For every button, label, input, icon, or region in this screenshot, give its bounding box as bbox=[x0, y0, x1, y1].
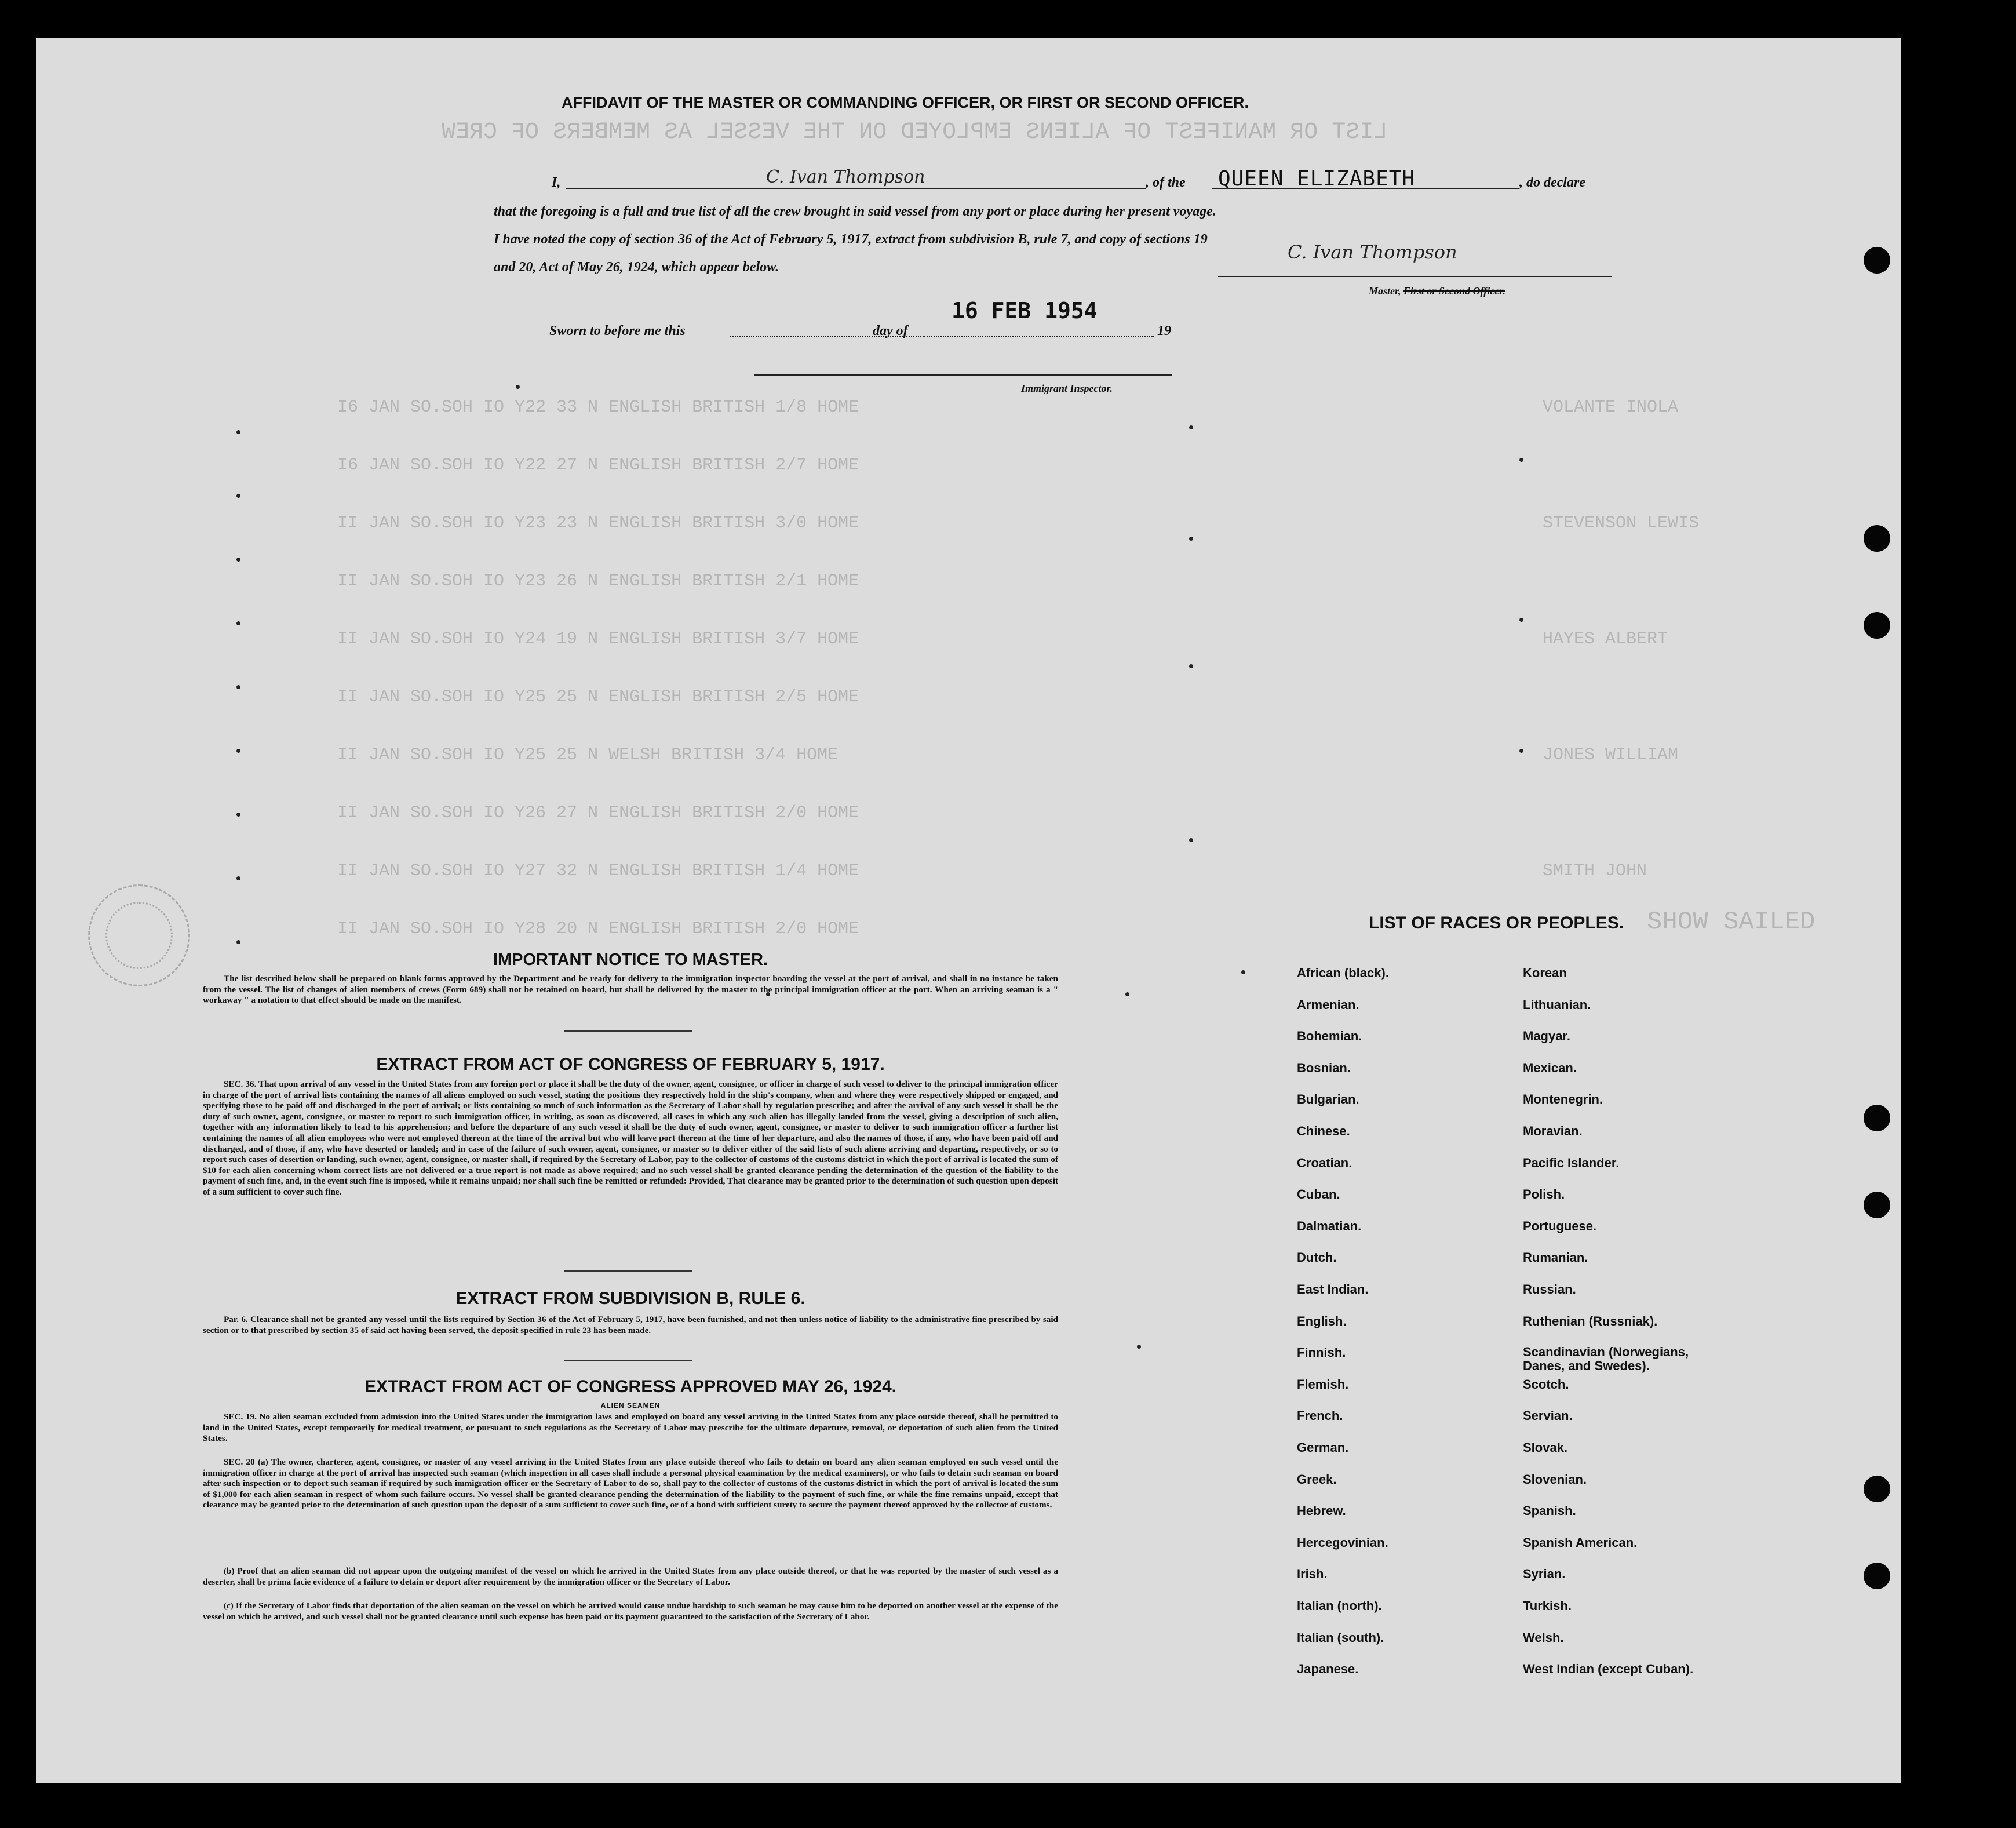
race-item: Rumanian. bbox=[1523, 1250, 1588, 1265]
race-item: Finnish. bbox=[1297, 1345, 1346, 1360]
divider-1 bbox=[564, 1030, 692, 1032]
race-item: English. bbox=[1297, 1313, 1347, 1328]
race-item: Mexican. bbox=[1523, 1060, 1577, 1075]
race-item: Syrian. bbox=[1523, 1567, 1566, 1582]
master-signature: C. Ivan Thompson bbox=[1288, 241, 1457, 263]
of-the-label: , of the bbox=[1146, 175, 1186, 190]
affidavit-i: I, bbox=[552, 175, 561, 190]
race-item: Hercegovinian. bbox=[1297, 1535, 1388, 1550]
date-stamp: 16 FEB 1954 bbox=[952, 298, 1098, 323]
race-item: Armenian. bbox=[1297, 997, 1359, 1012]
race-item: Flemish. bbox=[1297, 1377, 1349, 1392]
race-item: Ruthenian (Russniak). bbox=[1523, 1313, 1658, 1328]
race-item: Chinese. bbox=[1297, 1124, 1350, 1138]
race-item: Irish. bbox=[1297, 1567, 1328, 1582]
extract-1924-title: EXTRACT FROM ACT OF CONGRESS APPROVED MAY 26, 1924. bbox=[364, 1377, 896, 1396]
sworn-month-line bbox=[923, 336, 1154, 337]
race-item: Pacific Islander. bbox=[1523, 1155, 1620, 1170]
race-item: Italian (south). bbox=[1297, 1630, 1384, 1645]
race-item: Italian (north). bbox=[1297, 1598, 1382, 1613]
race-item: East Indian. bbox=[1297, 1282, 1369, 1297]
race-item: Spanish American. bbox=[1523, 1535, 1638, 1550]
affidavit-line-3: I have noted the copy of section 36 of the Act of February 5, 1917, extract from subdivision B, rule 7, and copy of sections 19 bbox=[494, 232, 1208, 247]
master-signature-line bbox=[1218, 276, 1612, 277]
race-item: African (black). bbox=[1297, 966, 1389, 980]
extract-1917-body: SEC. 36. That upon arrival of any vessel in the United States from any foreign port or place it shall be the duty of the owner, agent, consignee, or officer in charge of such vessel to deliver to the principal immigration officer in charge of the port of arrival lists containing the names of all aliens employed on such vessel, stating the positions they respectively hold in the ship's company, when and where they were respectively shipped or engaged, and specifying those to be paid off and discharged in the port of arrival; or lists containing so much of such information as the Secretary of Labor shall by regulation prescribe; and after the arrival of any such vessel it shall be the duty of such owner, agent, consignee, or master to report to such immigration officer, in writing, as soon as discovered, all cases in which any such alien has illegally landed from the vessel, giving a description of such alien, together with any information likely to lead to his apprehension; and before the departure of any such vessel it shall be the duty of such owner, agent, consignee, or master to deliver to such immigration officer a further list containing the names of all alien employees who were not employed thereon at the time of the arrival but who will leave port thereon at the time of her departure, and also the names of those, if any, who have been paid off and discharged, and of those, if any, who have deserted or landed; and in case of the failure of such owner, agent, consignee, or master so to deliver either of the said lists of such aliens arriving and departing, respectively, or so to report such cases of desertion or landing, such owner, agent, consignee, or master shall, if required by the Secretary of Labor, pay to the collector of customs of the customs district in which the port of arrival is located the sum of $10 for each alien concerning whom correct lists are not delivered or a true report is not made as above required; and no such vessel shall be granted clearance pending the determination of the question of the liability to the payment of such fine, and, in the event such fine is imposed, while it remains unpaid; nor shall such fine be remitted or refunded: Provided, That clearance may be granted prior to the determination of such question upon deposit of a sum sufficient to cover such fine. bbox=[203, 1079, 1058, 1197]
struck-officer-label: First or Second Officer. bbox=[1403, 285, 1505, 297]
race-item: Dutch. bbox=[1297, 1250, 1337, 1265]
race-item: Lithuanian. bbox=[1523, 997, 1591, 1012]
inspector-caption: Immigrant Inspector. bbox=[1021, 383, 1113, 394]
year-prefix: 19 bbox=[1157, 323, 1171, 338]
race-item: Slovak. bbox=[1523, 1440, 1568, 1455]
master-label: Master, bbox=[1369, 285, 1401, 297]
alien-seamen-subtitle: ALIEN SEAMEN bbox=[600, 1401, 661, 1410]
race-item: Moravian. bbox=[1523, 1124, 1583, 1138]
race-item: Servian. bbox=[1523, 1408, 1573, 1423]
affidavit-line-4: and 20, Act of May 26, 1924, which appear below. bbox=[494, 260, 779, 275]
race-item: Bulgarian. bbox=[1297, 1092, 1359, 1107]
extract-1924-sec20c: (c) If the Secretary of Labor finds that deportation of the alien seaman on the vessel on which he arrived would cause undue hardship to such seaman he may cause him to be deported on another vessel at the expense of the vessel on which he arrived, and such vessel shall not be granted clearance until such expense has been paid or its payment guaranteed to the satisfaction of the Secretary of Labor. bbox=[203, 1601, 1058, 1622]
race-item: Hebrew. bbox=[1297, 1503, 1346, 1519]
race-item: Russian. bbox=[1523, 1282, 1576, 1297]
race-item: Bosnian. bbox=[1297, 1060, 1351, 1075]
race-item: Magyar. bbox=[1523, 1029, 1570, 1044]
extract-1924-sec20b: (b) Proof that an alien seaman did not appear upon the outgoing manifest of the vessel on which he arrived in the United States from any place outside thereof, or that he was reported by the master of such vessel as a deserter, shall be prima facie evidence of a failure to detain or deport after requirement by the immigration officer or the Secretary of Labor. bbox=[203, 1566, 1058, 1587]
race-item: Polish. bbox=[1523, 1187, 1565, 1202]
races-title: LIST OF RACES OR PEOPLES. bbox=[1369, 913, 1624, 933]
race-item: Montenegrin. bbox=[1523, 1092, 1603, 1107]
master-caption bbox=[1369, 285, 1505, 297]
affidavit-title: AFFIDAVIT OF THE MASTER OR COMMANDING OFFICER, OR FIRST OR SECOND OFFICER. bbox=[562, 94, 1249, 111]
document-sheet: LIST OR MANIFEST OF ALIENS EMPLOYED ON THE VESSEL AS MEMBERS OF CREW I6 JAN SO.SOH IO Y22 33 N ENGLISH BRITISH 1/8 HOME I6 JAN SO.SOH IO Y22 27 N ENGLISH BRITISH 2/7 HOME II JAN SO.SOH IO Y23 23 N ENGLISH BRITISH 3/0 HOME II JAN SO.SOH IO Y23 26 N ENGLISH BRITISH 2/1 HOME II JAN SO.SOH IO Y24 19 N ENGLISH BRITISH 3/7 HOME II JAN SO.SOH IO Y25 25 N ENGLISH BRITISH 2/5 HOME II JAN SO.SOH IO Y25 25 N WELSH BRITISH 3/4 HOME II JAN SO.SOH IO Y26 27 N ENGLISH BRITISH 2/0 HOME II JAN SO.SOH IO Y27 32 N ENGLISH BRITISH 1/4 HOME II JAN SO.SOH IO Y28 20 N ENGLISH BRITISH 2/0 HOME VOLANTE INOLA STEVENSON LEWIS HAYES ALBERT JONES WILLIAM SMITH JOHN SHOW SAILED AFFIDAVIT OF THE MASTER OR COMMANDING OFFICER, OR FIRST OR SECOND OFFICER. I, C. Ivan Thompson , of the QUEEN ELIZABETH , do declare that the foregoing is a full and true list of all the crew brought in said vessel from any port or place during her present voyage. I have noted the copy of section 36 of the Act of February 5, 1917, extract from subdivision B, rule 7, and copy of sections 19 and 20, Act of May 26, 1924, which appear below. C. Ivan Thompson Master, First or Second Officer. Sworn to before me this day of 16 FEB 1954 19 Immigrant Inspector. IMPORTANT NOTICE TO MASTER. The list described below shall be prepared on blank forms approved by the Department and be ready for delivery to the immigration inspector boarding the vessel at the port of arrival, and shall in no instance be taken from the vessel. The list of changes of alien members of crews (Form 689) shall not be retained on board, but shall be delivered by the master to the principal immigration officer at the port. When an arriving seaman is a " workaway " a notation to that effect should be made on the manifest. EXTRACT FROM ACT OF CONGRESS OF FEBRUARY 5, 1917. SEC. 36. That upon arrival of any vessel in the United States from any foreign port or place it shall be the duty of the owner, agent, consignee, or officer in charge of such vessel to deliver to the principal immigration officer in charge of the port of arrival lists containing the names of all aliens employed on such vessel, stating the positions they respectively hold in the ship's company, when and where they were respectively shipped or engaged, and specifying those to be paid off and discharged in the port of arrival; or lists containing so much of such information as the Secretary of Labor shall by regulation prescribe; and after the arrival of any such vessel it shall be the duty of such owner, agent, consignee, or master to report to such immigration officer, in writing, as soon as discovered, all cases in which any such alien has illegally landed from the vessel, giving a description of such alien, together with any information likely to lead to his apprehension; and before the departure of any such vessel it shall be the duty of such owner, agent, consignee, or master to deliver to such immigration officer a further list containing the names of all alien employees who were not employed thereon at the time of the arrival but who will leave port thereon at the time of her departure, and also the names of those, if any, who have been paid off and discharged, and of those, if any, who have deserted or landed; and in case of the failure of such owner, agent, consignee, or master so to deliver either of the said lists of such aliens arriving and departing, respectively, or so to report such cases of desertion or landing, such owner, agent, consignee, or master shall, if required by the Secretary of Labor, pay to the collector of customs of the customs district in which the port of arrival is located the sum of $10 for each alien concerning whom correct lists are not delivered or a true report is not made as above required; and no such vessel shall be granted clearance pending the determination of the question of the liability to the payment of such fine, and, in the event such fine is imposed, while it remains unpaid; nor shall such fine be remitted or refunded: Provided, That clearance may be granted prior to the determination of such question upon deposit of a sum sufficient to cover such fine. EXTRACT FROM SUBDIVISION B, RULE 6. Par. 6. Clearance shall not be granted any vessel until the lists required by Section 36 of the Act of February 5, 1917, have been furnished, and not then unless notice of liability to the administrative fine prescribed by said section or to that prescribed by section 35 of said act having been served, the deposit specified in rule 23 has been made. EXTRACT FROM ACT OF CONGRESS APPROVED MAY 26, 1924. ALIEN SEAMEN SEC. 19. No alien seaman excluded from admission into the United States under the immigration laws and employed on board any vessel arriving in the United States from any place outside thereof, shall be permitted to land in the United States, except temporarily for medical treatment, or pursuant to such regulations as the Secretary of Labor may prescribe for the ultimate departure, removal, or deportation of such alien from the United States. SEC. 20 (a) The owner, charterer, agent, consignee, or master of any vessel arriving in the United States from any place outside thereof who fails to detain on board any alien seaman employed on such vessel until the immigration officer in charge at the port of arrival has inspected such seaman (which inspection in all cases shall include a personal physical examination by the medical examiners), or who fails to detain such seaman on board after such inspection or to deport such seaman if required by such immigration officer or the Secretary of Labor to do so, shall pay to the collector of customs of the customs district in which the port of arrival is located the sum of $1,000 for each alien seaman in respect of whom such failure occurs. No vessel shall be granted clearance pending the determination of the liability to the payment of such fine, or while the fine remains unpaid, except that clearance may be granted prior to the determination of such question upon the deposit of a sum sufficient to cover such fine, or of a bond with sufficient surety to secure the payment thereof approved by the collector of customs. (b) Proof that an alien seaman did not appear upon the outgoing manifest of the vessel on which he arrived in the United States from any place outside thereof, or that he was reported by the master of such vessel as a deserter, shall be prima facie evidence of a failure to detain or deport after requirement by the immigration officer or the Secretary of Labor. (c) If the Secretary of Labor finds that deportation of the alien seaman on the vessel on which he arrived would cause undue hardship to such seaman he may cause him to be deported on another vessel at the expense of the vessel on which he arrived, and such vessel shall not be granted clearance until such expense has been paid or its payment guaranteed to the satisfaction of the Secretary of Labor. LIST OF RACES OR PEOPLES. African (black). Armenian. Bohemian. Bosnian. Bulgarian. Chinese. Croatian. Cuban. Dalmatian. Dutch. East Indian. English. Finnish. Flemish. French. German. Greek. Hebrew. Hercegovinian. Irish. Italian (north). Italian (south). Japanese. Korean Lithuanian. Magyar. Mexican. Montenegrin. Moravian. Pacific Islander. Polish. Portuguese. Rumanian. Russian. Ruthenian (Russniak). Scandinavian (Norwegians, Danes, and Swedes). Scotch. Servian. Slovak. Slovenian. Spanish. Spanish American. Syrian. Turkish. Welsh. West Indian (except Cuban). bbox=[36, 38, 1901, 1783]
race-item: Japanese. bbox=[1297, 1662, 1359, 1677]
extract-1917-title: EXTRACT FROM ACT OF CONGRESS OF FEBRUARY 5, 1917. bbox=[376, 1055, 885, 1074]
race-item: West Indian (except Cuban). bbox=[1523, 1662, 1694, 1677]
signature-line bbox=[566, 188, 1146, 189]
race-item: Portuguese. bbox=[1523, 1218, 1597, 1233]
race-item: German. bbox=[1297, 1440, 1349, 1455]
notice-body: The list described below shall be prepared on blank forms approved by the Department and be ready for delivery to the immigration inspector boarding the vessel at the port of arrival, and shall in no instance be taken from the vessel. The list of changes of alien members of crews (Form 689) shall not be retained on board, but shall be delivered by the master to the principal immigration officer at the port. When an arriving seaman is a " workaway " a notation to that effect should be made on the manifest. bbox=[203, 974, 1058, 1006]
race-item: Croatian. bbox=[1297, 1155, 1352, 1170]
race-item: Cuban. bbox=[1297, 1187, 1340, 1202]
inspector-signature-line bbox=[754, 374, 1172, 376]
extract-rule6-body: Par. 6. Clearance shall not be granted any vessel until the lists required by Section 36 of the Act of February 5, 1917, have been furnished, and not then unless notice of liability to the administrative fine prescribed by said section or to that prescribed by section 35 of said act having been served, the deposit specified in rule 23 has been made. bbox=[203, 1314, 1058, 1335]
sworn-label: Sworn to before me this bbox=[549, 323, 686, 338]
do-declare-label: , do declare bbox=[1519, 175, 1585, 190]
race-item: Slovenian. bbox=[1523, 1472, 1587, 1487]
divider-3 bbox=[564, 1360, 692, 1361]
race-item: French. bbox=[1297, 1408, 1343, 1423]
race-item: Greek. bbox=[1297, 1472, 1337, 1487]
race-item: Welsh. bbox=[1523, 1630, 1564, 1645]
race-item: Scandinavian (Norwegians, Danes, and Swedes). bbox=[1523, 1345, 1689, 1374]
customs-stamp-inner bbox=[105, 902, 173, 969]
notice-title: IMPORTANT NOTICE TO MASTER. bbox=[493, 951, 768, 969]
race-item: Korean bbox=[1523, 966, 1567, 980]
day-of-label: day of bbox=[873, 323, 908, 338]
race-item: Dalmatian. bbox=[1297, 1218, 1362, 1233]
extract-rule6-title: EXTRACT FROM SUBDIVISION B, RULE 6. bbox=[455, 1289, 805, 1308]
vessel-name-stamp: QUEEN ELIZABETH bbox=[1218, 167, 1416, 191]
handwritten-signature: C. Ivan Thompson bbox=[766, 167, 925, 187]
divider-2 bbox=[564, 1270, 692, 1272]
race-item: Turkish. bbox=[1523, 1598, 1572, 1613]
affidavit-line-2: that the foregoing is a full and true list of all the crew brought in said vessel from any port or place during her present voyage. bbox=[494, 204, 1216, 219]
extract-1924-sec20a: SEC. 20 (a) The owner, charterer, agent, consignee, or master of any vessel arriving in the United States from any place outside thereof who fails to detain on board any alien seaman employed on such vessel until the immigration officer in charge at the port of arrival has inspected such seaman (which inspection in all cases shall include a personal physical examination by the medical examiners), or who fails to detain such seaman on board after such inspection or to deport such seaman if required by such immigration officer or the Secretary of Labor to do so, shall pay to the collector of customs of the customs district in which the port of arrival is located the sum of $1,000 for each alien seaman in respect of whom such failure occurs. No vessel shall be granted clearance pending the determination of the liability to the payment of such fine, or while the fine remains unpaid, except that clearance may be granted prior to the determination of such question upon the deposit of a sum sufficient to cover such fine, or of a bond with sufficient surety to secure the payment thereof approved by the collector of customs. bbox=[203, 1457, 1058, 1510]
race-item: Bohemian. bbox=[1297, 1029, 1362, 1044]
race-item: Spanish. bbox=[1523, 1503, 1576, 1519]
race-item: Scotch. bbox=[1523, 1377, 1569, 1392]
extract-1924-sec19: SEC. 19. No alien seaman excluded from admission into the United States under the immigration laws and employed on board any vessel arriving in the United States from any place outside thereof, shall be permitted to land in the United States, except temporarily for medical treatment, or pursuant to such regulations as the Secretary of Labor may prescribe for the ultimate departure, removal, or deportation of such alien from the United States. bbox=[203, 1412, 1058, 1444]
